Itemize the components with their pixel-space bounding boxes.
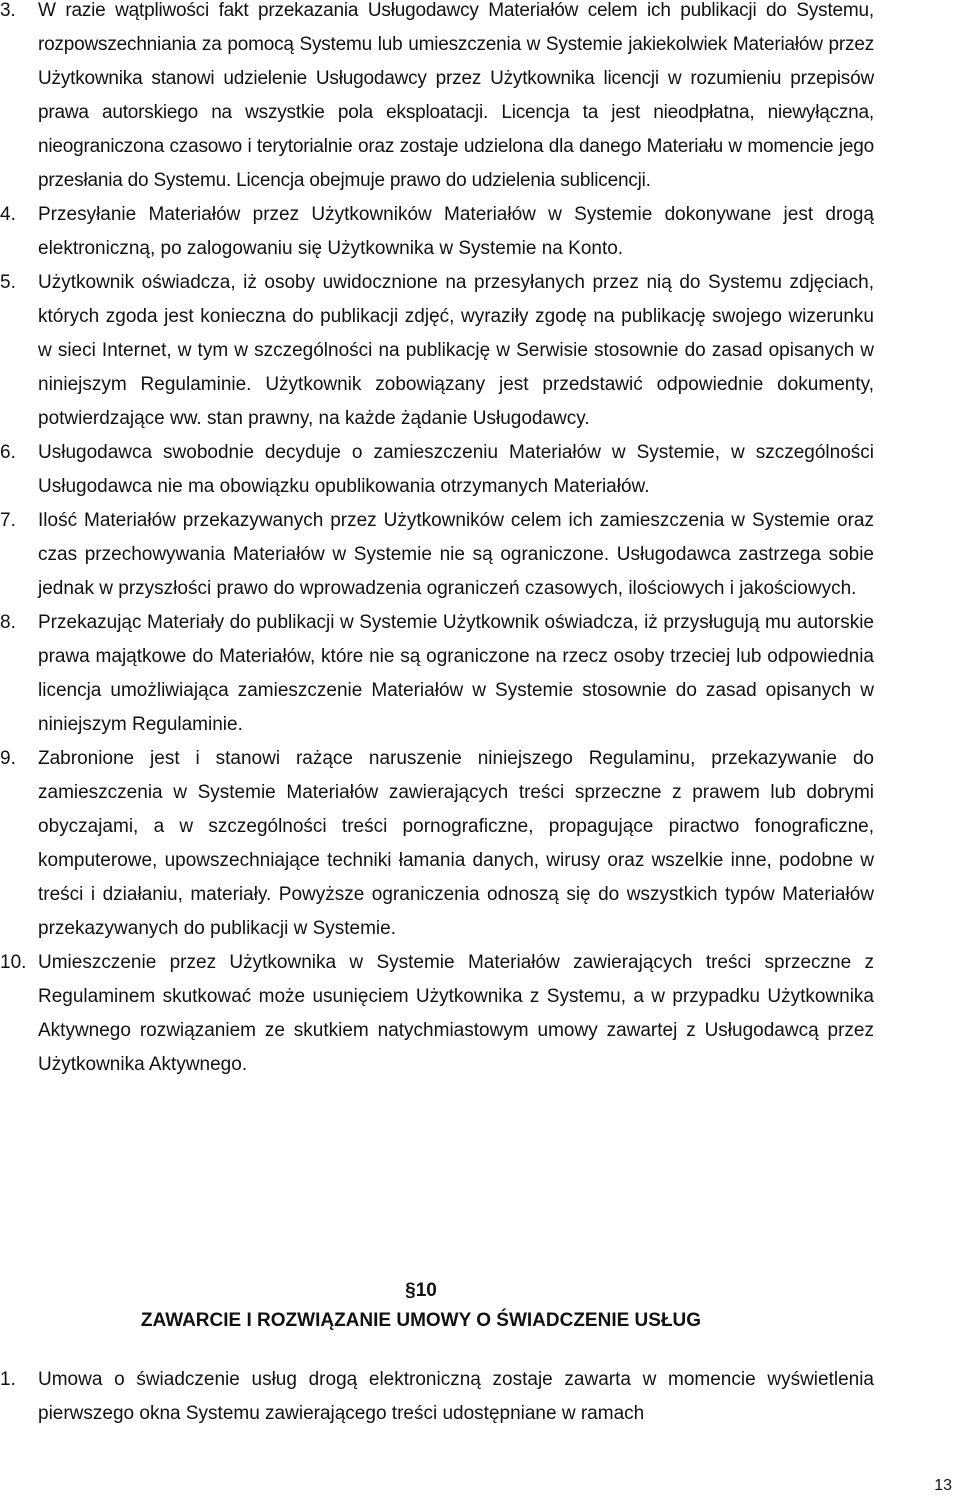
- list-item: [0, 606, 874, 742]
- list-item-number: 3.: [0, 0, 16, 21]
- list-item-text: Przekazując Materiały do publikacji w Systemie Użytkownik oświadcza, iż przysługują mu autorskie prawa majątkowe do Materiałów, które nie są ograniczone na rzecz osoby trzeciej lub odpowiednia licencja umożliwiająca zamieszczenie Materiałów w Systemie stosownie do zasad opisanych w niniejszym Regulaminie.: [38, 612, 874, 735]
- list-item-number: 10.: [0, 952, 27, 973]
- list-item-number: 4.: [0, 204, 16, 225]
- list-item-text: Użytkownik oświadcza, iż osoby uwidocznione na przesyłanych przez nią do Systemu zdjęciach, których zgoda jest konieczna do publikacji zdjęć, wyraziły zgodę na publikację swojego wizerunku w sieci Internet, w tym w szczególności na publikację w Serwisie stosownie do zasad opisanych w niniejszym Regulaminie. Użytkownik zobowiązany jest przedstawić odpowiednie dokumenty, potwierdzające ww. stan prawny, na każde żądanie Usługodawcy.: [38, 272, 874, 429]
- list-item-number: 5.: [0, 272, 16, 293]
- list-item-text: Zabronione jest i stanowi rażące naruszenie niniejszego Regulaminu, przekazywanie do zamieszczenia w Systemie Materiałów zawierających treści sprzeczne z prawem lub dobrymi obyczajami, a w szczególności treści pornograficzne, propagujące piractwo fonograficzne, komputerowe, upowszechniające techniki łamania danych, wirusy oraz wszelkie inne, podobne w treści i działaniu, materiały. Powyższe ograniczenia odnoszą się do wszystkich typów Materiałów przekazywanych do publikacji w Systemie.: [38, 748, 874, 939]
- list-item: [0, 504, 874, 606]
- section-title: ZAWARCIE I ROZWIĄZANIE UMOWY O ŚWIADCZENIE USŁUG: [140, 1310, 702, 1331]
- section-list: [0, 1363, 874, 1431]
- list-item-number: 8.: [0, 612, 16, 633]
- list-item: [0, 0, 874, 198]
- list-item: [0, 1363, 874, 1431]
- list-item-text: Usługodawca swobodnie decyduje o zamieszczeniu Materiałów w Systemie, w szczególności Usługodawca nie ma obowiązku opublikowania otrzymanych Materiałów.: [38, 442, 874, 497]
- section-number: §10: [405, 1280, 437, 1301]
- list-item-text: Umowa o świadczenie usług drogą elektroniczną zostaje zawarta w momencie wyświetlenia pierwszego okna Systemu zawierającego treści udostępniane w ramach: [38, 1369, 874, 1424]
- list-item-number: 1.: [0, 1369, 16, 1390]
- list-item-number: 7.: [0, 510, 16, 531]
- list-item-number: 6.: [0, 442, 16, 463]
- list-item: [0, 266, 874, 436]
- page-number: 13: [934, 1477, 952, 1494]
- list-item-text: W razie wątpliwości fakt przekazania Usługodawcy Materiałów celem ich publikacji do Systemu, rozpowszechniania za pomocą Systemu lub umieszczenia w Systemie jakiekolwiek Materiałów przez Użytkownika stanowi udzielenie Usługodawcy przez Użytkownika licencji w rozumieniu przepisów prawa autorskiego na wszystkie pola eksploatacji. Licencja ta jest nieodpłatna, niewyłączna, nieograniczona czasowo i terytorialnie oraz zostaje udzielona dla danego Materiału w momencie jego przesłania do Systemu. Licencja obejmuje prawo do udzielenia sublicencji.: [38, 0, 874, 191]
- list-item-number: 9.: [0, 748, 16, 769]
- list-item: [0, 742, 874, 946]
- list-item-text: Przesyłanie Materiałów przez Użytkowników Materiałów w Systemie dokonywane jest drogą elektroniczną, po zalogowaniu się Użytkownika w Systemie na Konto.: [38, 204, 874, 259]
- list-item: [0, 198, 874, 266]
- list-item-text: Ilość Materiałów przekazywanych przez Użytkowników celem ich zamieszczenia w Systemie oraz czas przechowywania Materiałów w Systemie nie są ograniczone. Usługodawca zastrzega sobie jednak w przyszłości prawo do wprowadzenia ograniczeń czasowych, ilościowych i jakościowych.: [38, 510, 874, 599]
- list-item-text: Umieszczenie przez Użytkownika w Systemie Materiałów zawierających treści sprzeczne z Regulaminem skutkować może usunięciem Użytkownika z Systemu, a w przypadku Użytkownika Aktywnego rozwiązaniem ze skutkiem natychmiastowym umowy zawartej z Usługodawcą przez Użytkownika Aktywnego.: [38, 952, 874, 1075]
- list-item: [0, 436, 874, 504]
- list-item: [0, 946, 874, 1082]
